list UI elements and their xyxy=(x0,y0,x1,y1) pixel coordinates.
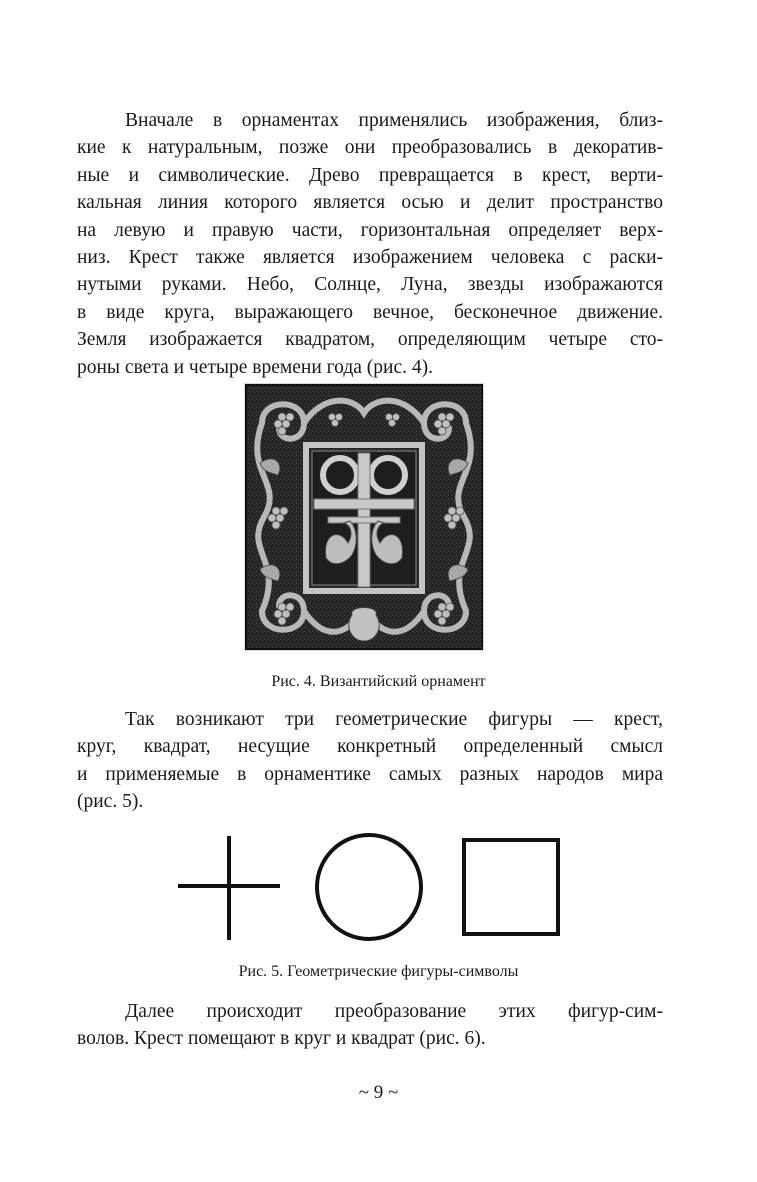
page-number: ~ 9 ~ xyxy=(358,1082,399,1103)
text-line: кальная линия которого является осью и делит пространство xyxy=(77,192,663,214)
paragraph-intro xyxy=(77,107,663,381)
text-line: и применяемые в орнаментике самых разных народов мира xyxy=(77,763,663,785)
figure-4-caption: Рис. 4. Византийский орнамент xyxy=(271,673,486,690)
text-line: (рис. 5). xyxy=(77,791,144,813)
circle-symbol xyxy=(317,835,421,939)
text-line: на левую и правую части, горизонтальная определяет верх- xyxy=(77,219,663,241)
byzantine-ornament-image xyxy=(244,383,484,651)
text-line: Земля изображается квадратом, определяющим четыре сто- xyxy=(77,329,663,351)
text-line: круг, квадрат, несущие конкретный определенный смысл xyxy=(77,736,663,758)
text-line: в виде круга, выражающего вечное, бесконечное движение. xyxy=(77,301,663,323)
square-symbol xyxy=(464,840,558,934)
paragraph-figures xyxy=(77,706,663,816)
text-line: волов. Крест помещают в круг и квадрат (рис. 6). xyxy=(77,1028,486,1050)
figure-5-caption: Рис. 5. Геометрические фигуры-символы xyxy=(238,963,519,980)
text-line: нутыми руками. Небо, Солнце, Луна, звезды изображаются xyxy=(77,274,663,296)
text-line: кие к натуральным, позже они преобразовались в декоратив- xyxy=(77,137,663,159)
paragraph-transformation xyxy=(77,998,663,1053)
text-line: Далее происходит преобразование этих фигур-сим- xyxy=(125,1001,663,1022)
geometric-symbols-figure xyxy=(170,830,570,945)
text-line: Вначале в орнаментах применялись изображения, близ- xyxy=(125,110,663,131)
text-line: низ. Крест также является изображением человека с раски- xyxy=(77,247,663,269)
text-line: Так возникают три геометрические фигуры — крест, xyxy=(125,709,663,730)
text-line: ные и символические. Древо превращается в крест, верти- xyxy=(77,164,663,186)
text-line: роны света и четыре времени года (рис. 4). xyxy=(77,356,433,378)
